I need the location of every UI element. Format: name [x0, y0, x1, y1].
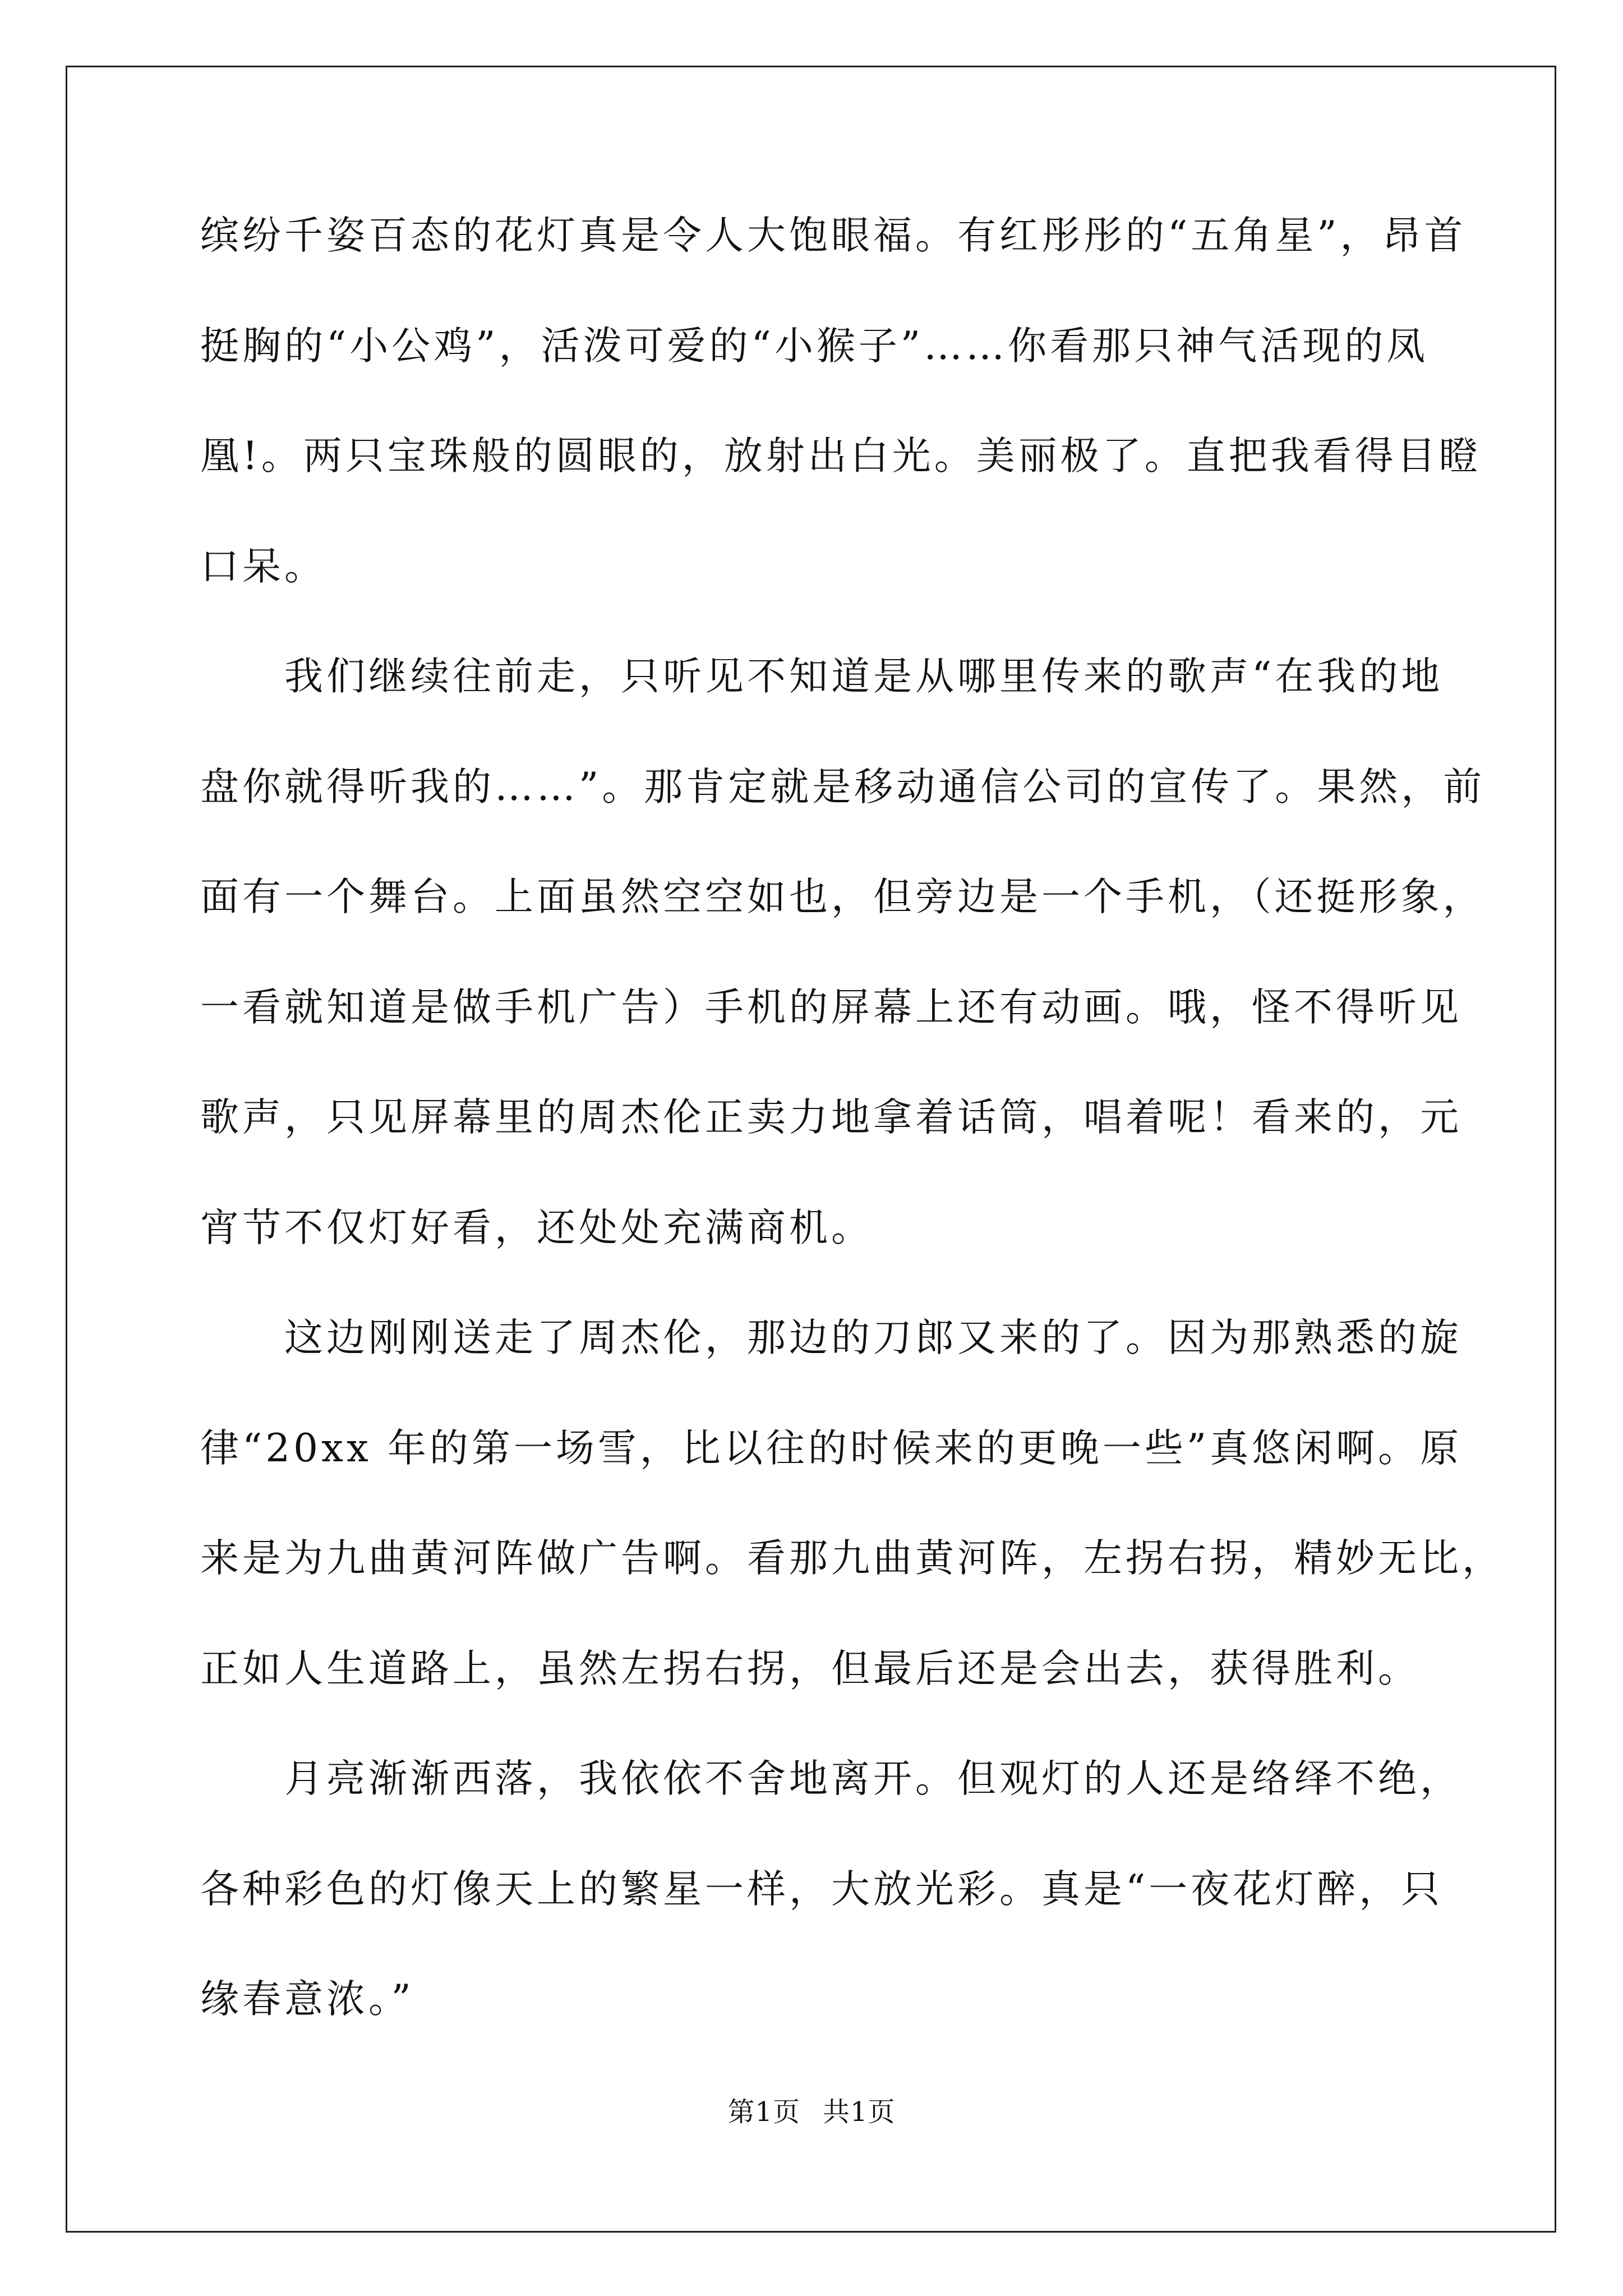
text-line: 盘你就得听我的……”。那肯定就是移动通信公司的宣传了。果然，前: [200, 764, 1486, 809]
text-line: 一看就知道是做手机广告）手机的屏幕上还有动画。哦，怪不得听见: [200, 984, 1462, 1030]
text-line: 凰!。两只宝珠般的圆眼的，放射出白光。美丽极了。直把我看得目瞪: [200, 434, 1481, 478]
document-body: [200, 213, 1504, 2090]
text-line: 宵节不仅灯好看，还处处充满商机。: [200, 1205, 873, 1250]
page-number: 第1页: [727, 2096, 800, 2128]
text-line: 这边刚刚送走了周杰伦，那边的刀郎又来的了。因为那熟悉的旋: [200, 1315, 1462, 1360]
text-line: 口呆。: [200, 544, 326, 589]
text-line: 月亮渐渐西落，我依依不舍地离开。但观灯的人还是络绎不绝，: [200, 1756, 1462, 1801]
text-line: 挺胸的“小公鸡”，活泼可爱的“小猴子”……你看那只神气活现的凤: [200, 323, 1429, 369]
page-footer: [0, 2095, 1623, 2129]
text-line: 面有一个舞台。上面虽然空空如也，但旁边是一个手机，（还挺形象，: [200, 875, 1485, 919]
text-line: 歌声，只见屏幕里的周杰伦正卖力地拿着话筒，唱着呢！看来的，元: [200, 1095, 1462, 1140]
text-line: 我们继续往前走，只听见不知道是从哪里传来的歌声“在我的地: [200, 654, 1444, 699]
text-line: 来是为九曲黄河阵做广告啊。看那九曲黄河阵，左拐右拐，精妙无比，: [200, 1536, 1504, 1581]
text-line: 缤纷千姿百态的花灯真是令人大饱眼福。有红彤彤的“五角星”，昂首: [200, 213, 1467, 258]
text-line: 各种彩色的灯像天上的繁星一样，大放光彩。真是“一夜花灯醉，只: [200, 1866, 1444, 1912]
page-total: 共1页: [823, 2096, 896, 2128]
text-line: 律“20xx 年的第一场雪，比以往的时候来的更晚一些”真悠闲啊。原: [200, 1425, 1463, 1471]
text-line: 正如人生道路上，虽然左拐右拐，但最后还是会出去，获得胜利。: [200, 1646, 1420, 1691]
text-line: 缘春意浓。”: [200, 1977, 414, 2022]
